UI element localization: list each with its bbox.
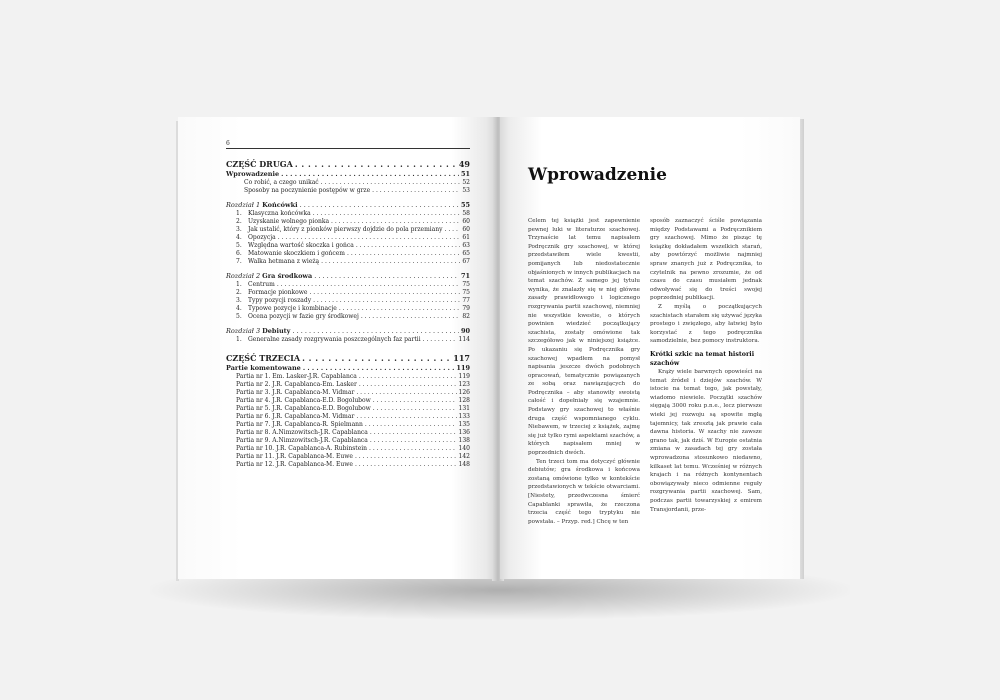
toc-page-number: 49 bbox=[458, 159, 470, 169]
dot-leader bbox=[277, 281, 461, 289]
toc-entry-title: Rozdział 3 Debiuty bbox=[226, 327, 291, 335]
toc-entry-title: Partia nr 5. J.R. Capablanca-E.D. Bogolubow bbox=[236, 405, 371, 412]
toc-entry-title: 4. Typowe pozycje i kombinacje bbox=[236, 305, 337, 312]
toc-entry-title: 5. Względna wartość skoczka i gońca bbox=[236, 242, 354, 249]
item-number: 6. bbox=[236, 250, 242, 257]
toc-page-number: 126 bbox=[458, 389, 470, 396]
dot-leader bbox=[331, 218, 460, 226]
toc-entry-title: Partie komentowane bbox=[226, 364, 301, 372]
toc-entry-title: 6. Matowanie skoczkiem i gońcem bbox=[236, 250, 345, 257]
paragraph: sposób zaznaczyć ściśle powiązania między Podstawami a Podręcznikiem gry szachowej. Mimo że pisząc tę książkę dokładałem wszelkich starań, aby powtórzyć możliwie najmniej spraw znanych już z Podręcznika, to czytelnik na pewno zrozumie, że od czasu do czasu musiałem jednak odwoływać się do treści swojej poprzedniej publikacji. bbox=[650, 218, 762, 302]
dot-leader bbox=[356, 242, 461, 250]
toc-entry-title: Partia nr 12. J.R. Capablanca-M. Euwe bbox=[236, 461, 353, 468]
toc-entry bbox=[226, 373, 470, 381]
item-number: 1. bbox=[236, 336, 242, 343]
header-rule bbox=[226, 148, 470, 149]
toc-entry-title: Partia nr 7. J.R. Capablanca-R. Spielmann bbox=[236, 421, 363, 428]
dot-leader bbox=[278, 234, 461, 242]
toc-page-number: 114 bbox=[458, 336, 470, 343]
toc-entry bbox=[226, 272, 470, 281]
text-column-1 bbox=[528, 217, 640, 526]
item-number: 7. bbox=[236, 258, 242, 265]
toc-entry bbox=[226, 234, 470, 242]
toc-entry-title: Partia nr 11. J.R. Capablanca-M. Euwe bbox=[236, 453, 353, 460]
dot-leader bbox=[314, 272, 459, 281]
toc-entry-title: 1. Generalne zasady rozgrywania poszczególnych faz partii bbox=[236, 336, 421, 343]
toc-entry-title: 1. Klasyczna końcówka bbox=[236, 210, 311, 217]
dot-leader bbox=[309, 289, 460, 297]
toc-entry bbox=[226, 281, 470, 289]
toc-entry-title: Partia nr 6. J.R. Capablanca-M. Vidmar bbox=[236, 413, 355, 420]
toc-page-number: 135 bbox=[458, 421, 470, 428]
item-number: 4. bbox=[236, 305, 242, 312]
dot-leader bbox=[300, 201, 459, 210]
chapter-title: Wprowadzenie bbox=[528, 165, 667, 185]
toc-page-number: 63 bbox=[462, 242, 470, 249]
dot-leader bbox=[356, 413, 456, 421]
dot-leader bbox=[295, 159, 457, 170]
toc-entry bbox=[226, 218, 470, 226]
toc-page-number: 128 bbox=[458, 397, 470, 404]
toc-entry-title: 2. Uzyskanie wolnego pionka bbox=[236, 218, 330, 225]
toc-page-number: 61 bbox=[462, 234, 470, 241]
dot-leader bbox=[445, 226, 461, 234]
toc-page-number: 60 bbox=[462, 218, 470, 225]
toc-page-number: 51 bbox=[460, 170, 470, 178]
item-number: 1. bbox=[236, 281, 242, 288]
toc-page-number: 119 bbox=[458, 373, 470, 380]
toc-entry-title: Sposoby na poczynienie postępów w grze bbox=[244, 187, 371, 194]
paragraph: Ten trzeci tom ma dotyczyć głównie debiutów; gra środkowa i końcowa zostaną omówione tylko w kontekście przedstawionych w tekście otwarciami. [Niestety, przedwczesna śmierć Capablanki sprawiła, że rzeczona trzecia część tego tryptyku nie powstała. – Przyp. red.] Chcę w ten bbox=[528, 458, 640, 525]
toc-page-number: 52 bbox=[462, 179, 470, 186]
toc-entry bbox=[226, 381, 470, 389]
dot-leader bbox=[355, 461, 457, 469]
item-number: 3. bbox=[236, 226, 242, 233]
toc-entry bbox=[226, 305, 470, 313]
toc-entry-title: Rozdział 1 Końcówki bbox=[226, 201, 298, 209]
toc-entry-title: 1. Centrum bbox=[236, 281, 275, 288]
dot-leader bbox=[292, 327, 459, 336]
toc-entry-title: Partia nr 10. J.R. Capablanca-A. Rubinstein bbox=[236, 445, 368, 452]
toc-entry-title: Partia nr 9. A.Nimzowitsch-J.R. Capablanca bbox=[236, 437, 368, 444]
dot-leader bbox=[321, 179, 461, 187]
item-number: 4. bbox=[236, 234, 242, 241]
item-number: 2. bbox=[236, 289, 242, 296]
dot-leader bbox=[370, 429, 457, 437]
toc-entry bbox=[226, 159, 470, 170]
table-of-contents bbox=[226, 159, 470, 469]
chapter-name: Końcówki bbox=[262, 201, 298, 209]
toc-entry bbox=[226, 170, 470, 179]
dot-leader bbox=[281, 170, 459, 179]
toc-page-number: 90 bbox=[460, 327, 470, 335]
dot-leader bbox=[359, 373, 457, 381]
dot-leader bbox=[313, 297, 460, 305]
toc-entry-title: 7. Walka hetmana z wieżą bbox=[236, 258, 320, 265]
dot-leader bbox=[373, 397, 457, 405]
toc-entry bbox=[226, 389, 470, 397]
toc-page-number: 82 bbox=[462, 313, 470, 320]
item-number: 3. bbox=[236, 297, 242, 304]
dot-leader bbox=[423, 336, 457, 344]
toc-page-number: 117 bbox=[453, 353, 470, 363]
toc-page-number: 60 bbox=[462, 226, 470, 233]
toc-entry bbox=[226, 258, 470, 266]
dot-leader bbox=[372, 187, 460, 195]
toc-page-number: 65 bbox=[462, 250, 470, 257]
toc-page-number: 148 bbox=[458, 461, 470, 468]
dot-leader bbox=[359, 381, 457, 389]
item-number: 5. bbox=[236, 242, 242, 249]
toc-page-number: 119 bbox=[456, 364, 470, 372]
chapter-name: Gra środkowa bbox=[262, 272, 313, 280]
dot-leader bbox=[361, 313, 461, 321]
paragraph: Krąży wiele barwnych opowieści na temat źródeł i dziejów szachów. W istocie na temat tego, jak powstały, wiadomo niewiele. Początki szachów sięgają 3000 roku p.n.e., lecz pierwsze wieki jej rozwoju są spowite mgłą tajemnicy, tak zresztą jak prawie cała dawna historia. W szachy nie zawsze grano tak, jak dziś. W Europie ostatnia zmiana w zasadach tej gry została wprowadzona stosunkowo niedawno, kilkaset lat temu. Wcześniej w różnych krajach i na różnych kontynentach obowiązywały nieco odmienne reguły rozgrywania partii szachowej. Sam, podczas partii towarzyskiej z emirem Transjordanii, prze- bbox=[650, 369, 762, 513]
dot-leader bbox=[370, 437, 457, 445]
toc-entry-title: Partia nr 8. A.Nimzowitsch-J.R. Capablanca bbox=[236, 429, 368, 436]
dot-leader bbox=[365, 421, 457, 429]
toc-page-number: 133 bbox=[458, 413, 470, 420]
toc-entry bbox=[226, 364, 470, 373]
toc-page-number: 75 bbox=[462, 289, 470, 296]
dot-leader bbox=[356, 389, 456, 397]
toc-entry bbox=[226, 405, 470, 413]
dot-leader bbox=[373, 405, 457, 413]
chapter-name: Debiuty bbox=[262, 327, 291, 335]
toc-page-number: 58 bbox=[462, 210, 470, 217]
toc-entry-title: 3. Typy pozycji roszady bbox=[236, 297, 312, 304]
page-number: 6 bbox=[226, 140, 230, 147]
toc-page-number: 123 bbox=[458, 381, 470, 388]
toc-page-number: 142 bbox=[458, 453, 470, 460]
open-book bbox=[178, 117, 818, 587]
toc-entry-title: 4. Opozycja bbox=[236, 234, 276, 241]
toc-entry bbox=[226, 313, 470, 321]
toc-entry bbox=[226, 453, 470, 461]
toc-entry bbox=[226, 336, 470, 344]
dot-leader bbox=[302, 353, 451, 364]
toc-entry-title: 3. Jak ustalić, który z pionków pierwszy dojdzie do pola przemiany bbox=[236, 226, 443, 233]
toc-entry bbox=[226, 250, 470, 258]
toc-page-number: 55 bbox=[460, 201, 470, 209]
toc-page-number: 79 bbox=[462, 305, 470, 312]
toc-page-number: 53 bbox=[462, 187, 470, 194]
toc-entry bbox=[226, 226, 470, 234]
toc-entry-title: CZĘŚĆ DRUGA bbox=[226, 159, 293, 169]
paragraph: Z myślą o początkujących szachistach starałem się używać języka prostego i zwięzłego, aby łatwiej było korzystać z tego podręcznika samodzielnie, bez pomocy instruktora. bbox=[650, 303, 762, 345]
toc-spacer bbox=[226, 344, 470, 353]
toc-entry-title: Partia nr 3. J.R. Capablanca-M. Vidmar bbox=[236, 389, 355, 396]
dot-leader bbox=[313, 210, 461, 218]
item-number: 2. bbox=[236, 218, 242, 225]
toc-entry bbox=[226, 289, 470, 297]
toc-entry bbox=[226, 461, 470, 469]
toc-entry bbox=[226, 297, 470, 305]
left-page bbox=[178, 117, 496, 579]
toc-entry bbox=[226, 429, 470, 437]
toc-page-number: 67 bbox=[462, 258, 470, 265]
toc-entry bbox=[226, 201, 470, 210]
toc-page-number: 75 bbox=[462, 281, 470, 288]
toc-entry bbox=[226, 179, 470, 187]
toc-entry bbox=[226, 445, 470, 453]
toc-entry bbox=[226, 327, 470, 336]
toc-entry-title: Partia nr 4. J.R. Capablanca-E.D. Bogolubow bbox=[236, 397, 371, 404]
toc-entry bbox=[226, 353, 470, 364]
toc-entry bbox=[226, 421, 470, 429]
dot-leader bbox=[355, 453, 457, 461]
toc-entry bbox=[226, 210, 470, 218]
dot-leader bbox=[321, 258, 460, 266]
toc-page-number: 138 bbox=[458, 437, 470, 444]
toc-entry-title: Rozdział 2 Gra środkowa bbox=[226, 272, 313, 280]
text-column-2 bbox=[650, 217, 762, 514]
dot-leader bbox=[369, 445, 457, 453]
dot-leader bbox=[347, 250, 460, 258]
item-number: 5. bbox=[236, 313, 242, 320]
dot-leader bbox=[339, 305, 461, 313]
paragraph: Celem tej książki jest zapewnienie pewnej luki w literaturze szachowej. Trzynaście lat temu napisałem Podręcznik gry szachowej, w której przedstawiłem wiele kwestii, pomijanych lub niedostatecznie objaśnionych w innych publikacjach na temat szachów. Z samego jej tytułu wynika, że znalazły się w niej główne zasady prawidłowego i logicznego rozgrywania partii szachowej, niemniej nie wszystkie kwestie, o których powinien wiedzieć początkujący szachista, zostały omówione tak szczegółowo jak w niniejszej książce. Po ukazaniu się Podręcznika gry szachowej wpadłem na pomysł napisania jeszcze dwóch podobnych opracowań, tematycznie powiązanych ze sobą oraz nawiązujących do Podręcznika – aby stanowiły swoistą całość i dopełniały się wzajemnie. Podstawy gry szachowej to właśnie druga część wspomnianego cyklu. Niebawem, w trzeciej z książek, zajmę się już tylko rymi aspektami szachów, a których napisałem mniej w poprzednich dwóch. bbox=[528, 218, 640, 457]
toc-entry-title: 2. Formacje pionkowe bbox=[236, 289, 308, 296]
section-heading: Krótki szkic na temat historii szachów bbox=[650, 350, 755, 367]
toc-entry-title: 5. Ocena pozycji w fazie gry środkowej bbox=[236, 313, 359, 320]
toc-page-number: 131 bbox=[458, 405, 470, 412]
toc-entry-title: Partia nr 1. Em. Lasker-J.R. Capablanca bbox=[236, 373, 357, 380]
right-page bbox=[500, 117, 800, 579]
toc-entry bbox=[226, 437, 470, 445]
toc-entry bbox=[226, 187, 470, 195]
toc-entry-title: Co robić, a czego unikać bbox=[244, 179, 319, 186]
toc-page-number: 136 bbox=[458, 429, 470, 436]
toc-entry-title: CZĘŚĆ TRZECIA bbox=[226, 353, 301, 363]
toc-entry bbox=[226, 397, 470, 405]
toc-entry-title: Wprowadzenie bbox=[226, 170, 280, 178]
toc-page-number: 140 bbox=[458, 445, 470, 452]
toc-page-number: 71 bbox=[460, 272, 470, 280]
toc-entry-title: Partia nr 2. J.R. Capablanca-Em. Lasker bbox=[236, 381, 357, 388]
item-number: 1. bbox=[236, 210, 242, 217]
toc-entry bbox=[226, 413, 470, 421]
toc-page-number: 77 bbox=[462, 297, 470, 304]
toc-entry bbox=[226, 242, 470, 250]
dot-leader bbox=[303, 364, 455, 373]
